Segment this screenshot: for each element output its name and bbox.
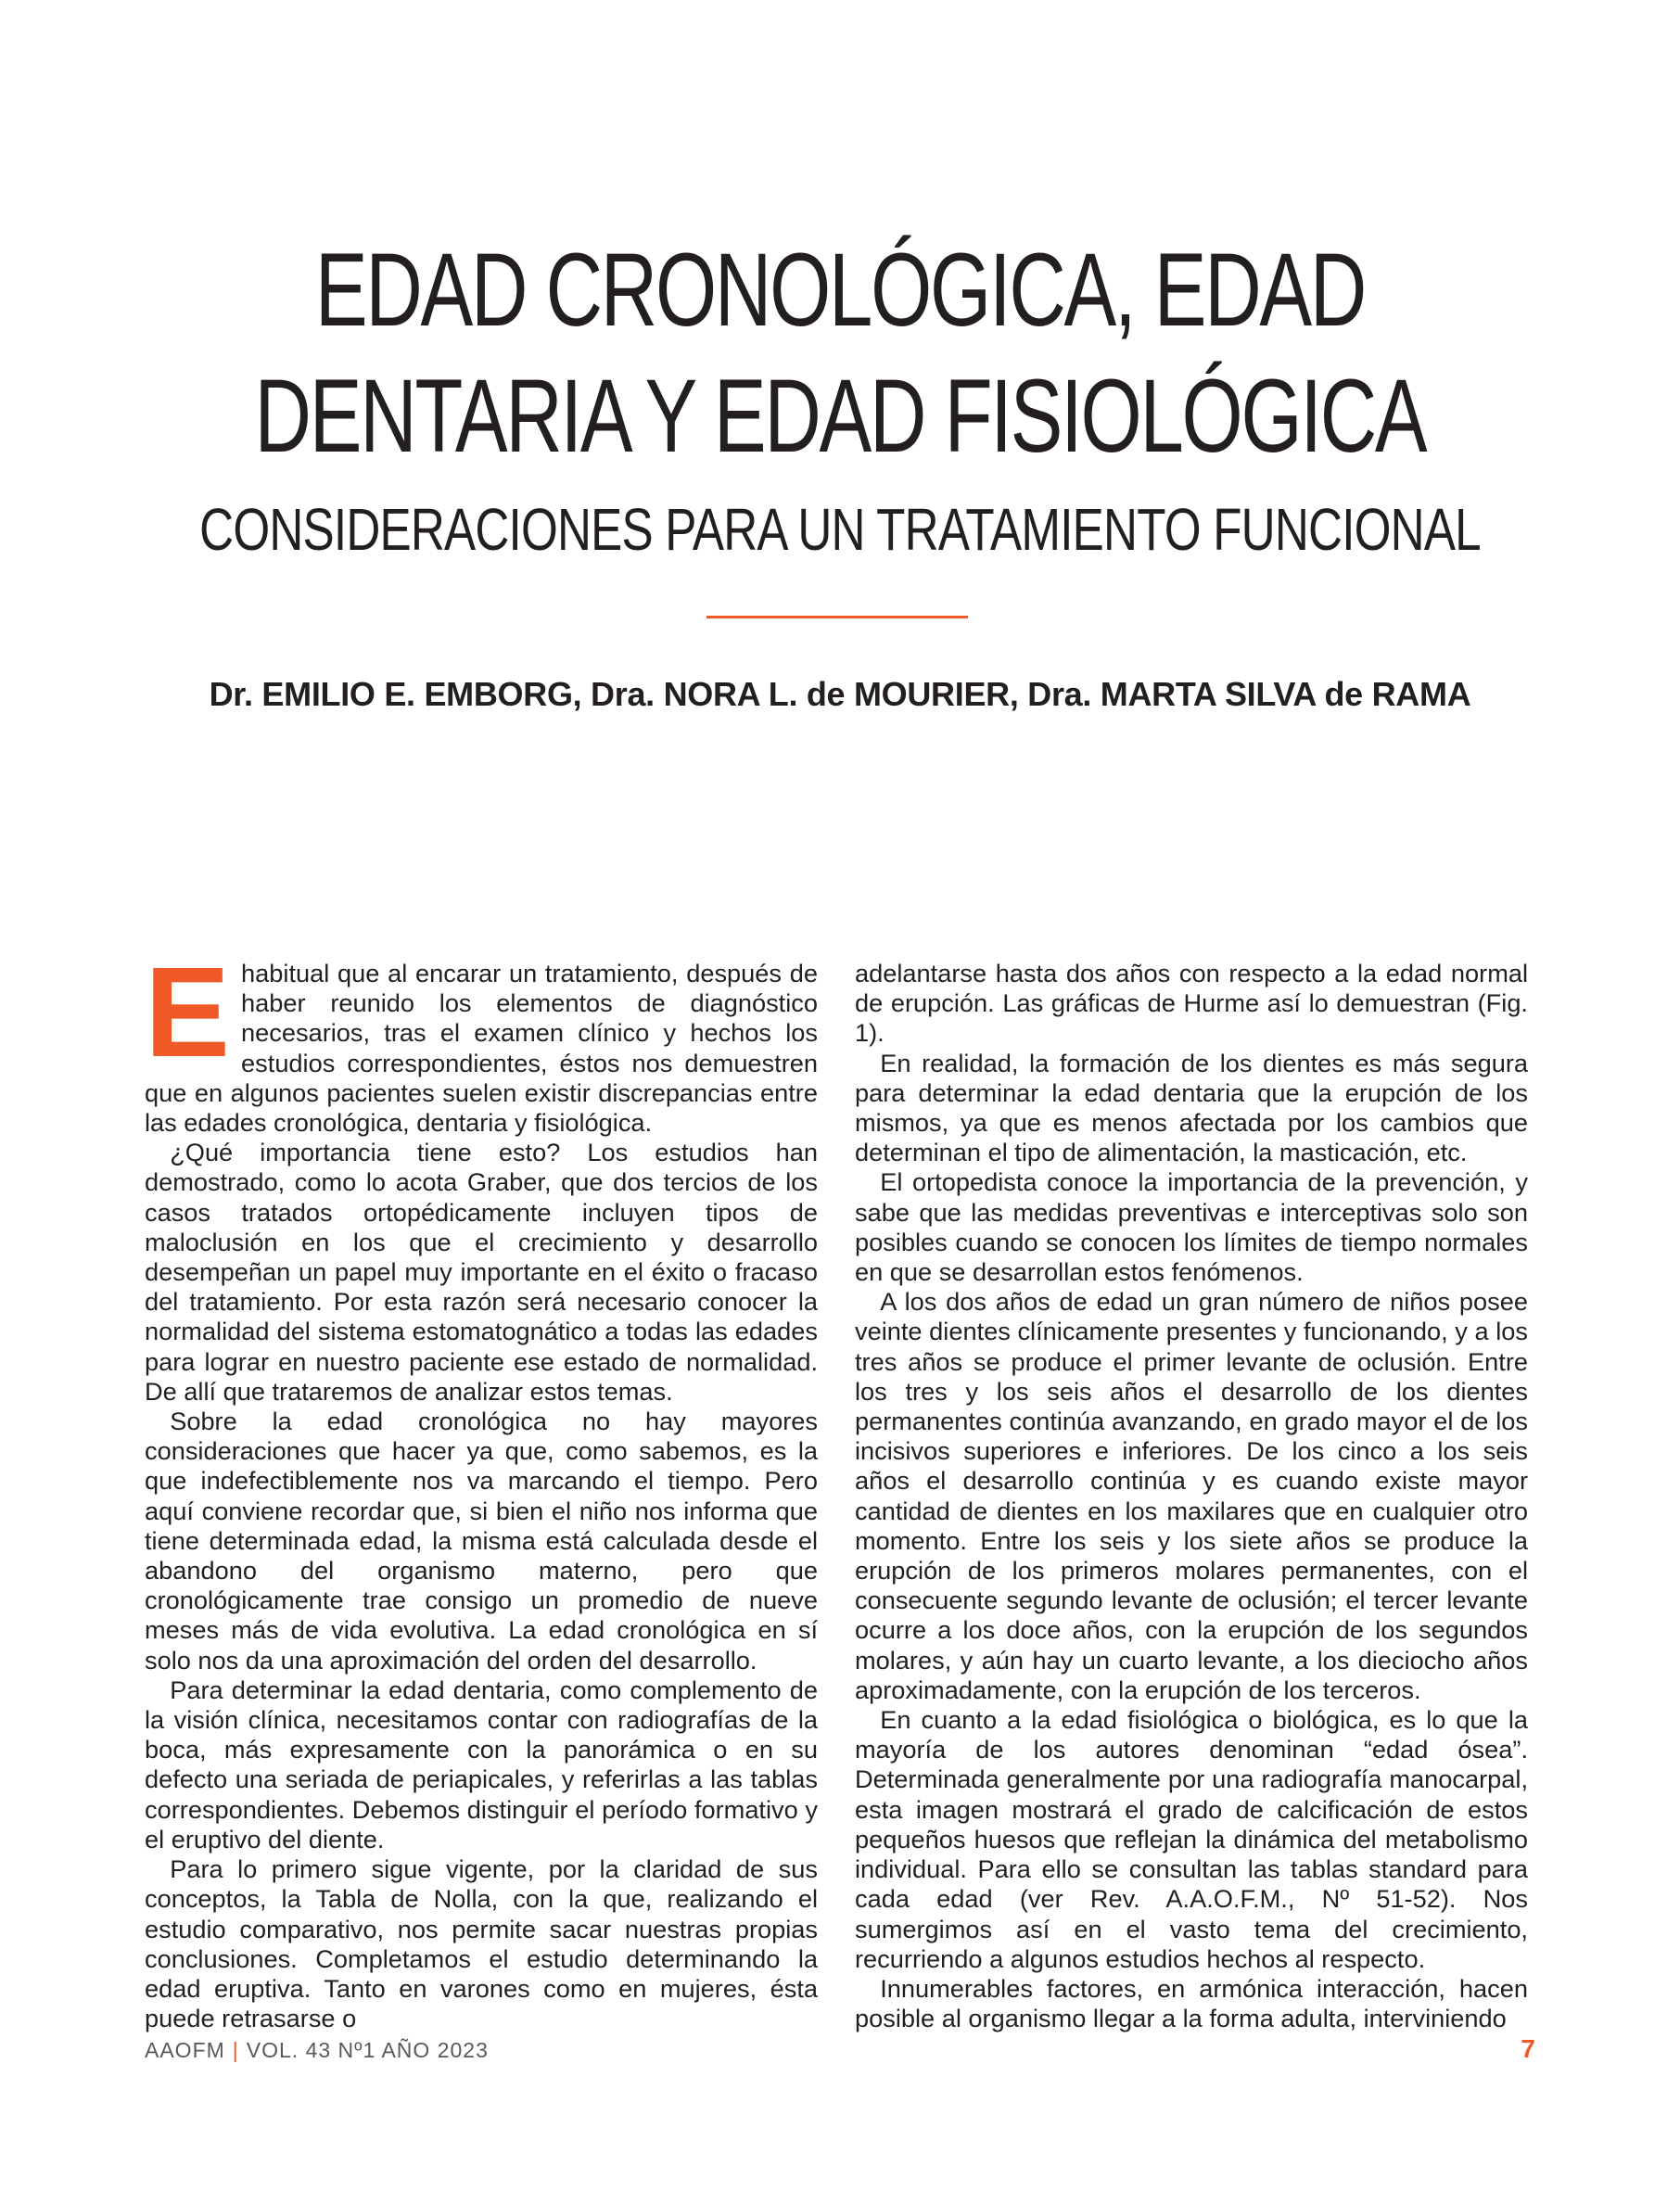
issue-info: VOL. 43 Nº1 AÑO 2023 (246, 2038, 489, 2062)
paragraph (145, 941, 818, 1138)
drop-cap: E (145, 941, 231, 1084)
page-number: 7 (1521, 2034, 1535, 2063)
title-line-1: EDAD CRONOLÓGICA, EDAD (314, 232, 1366, 348)
paragraph: Sobre la edad cronológica no hay mayores consideraciones que hacer ya que, como sabemos, es la que indefectiblemente nos va marcando el tiempo. Pero aquí conviene recordar que, si bien el niño nos informa que tiene determinada edad, la misma está calculada desde el abandono del organismo materno, pero que cronológicamente trae consigo un promedio de nueve meses más de vida evolutiva. La edad cronológica en sí solo nos da una aproximación del orden del desarrollo. (145, 1407, 818, 1675)
paragraph: En realidad, la formación de los dientes es más segura para determinar la edad dentaria que la erupción de los mismos, ya que es menos afectada por los cambios que determinan el tipo de alimentación, la masticación, etc. (855, 1048, 1528, 1167)
article-subtitle: CONSIDERACIONES PARA UN TRATAMIENTO FUNCIONAL (199, 496, 1481, 563)
journal-name: AAOFM (145, 2038, 225, 2062)
paragraph: A los dos años de edad un gran número de niños posee veinte dientes clínicamente presentes y funcionando, y a los tres años se produce el primer levante de oclusión. Entre los tres y los seis años el desarrollo de los dientes permanentes continúa avanzando, en grado mayor el de los incisivos superiores e inferiores. De los cinco a los seis años el desarrollo continúa y es cuando existe mayor cantidad de dientes en los maxilares que en cualquier otro momento. Entre los seis y los siete años se produce la erupción de los primeros molares permanentes, con el consecuente segundo levante de oclusión; el tercer levante ocurre a los doce años, con la erupción de los segundos molares, y aún hay un cuarto levante, a los dieciocho años aproximadamente, con la erupción de los terceros. (855, 1287, 1528, 1704)
title-divider (706, 616, 968, 618)
paragraph: Innumerables factores, en armónica interacción, hacen posible al organismo llegar a la forma adulta, interviniendo (855, 1973, 1528, 2033)
paragraph: ¿Qué importancia tiene esto? Los estudios han demostrado, como lo acota Graber, que dos tercios de los casos tratados ortopédicamente incluyen tipos de maloclusión en los que el crecimiento y desarrollo desempeñan un papel muy importante en el éxito o fracaso del tratamiento. Por esta razón será necesario conocer la normalidad del sistema estomatognático a todas las edades para lograr en nuestro paciente ese estado de normalidad. De allí que trataremos de analizar estos temas. (145, 1138, 818, 1406)
title-line-2: DENTARIA Y EDAD FISIOLÓGICA (254, 358, 1426, 474)
article-title (201, 227, 1478, 479)
page-footer (145, 2038, 489, 2063)
body-column-right (855, 959, 1528, 2033)
paragraph: Para determinar la edad dentaria, como complemento de la visión clínica, necesitamos contar con radiografías de la boca, más expresamente con la panorámica o en su defecto una seriada de periapicales, y referirlas a las tablas correspondientes. Debemos distinguir el período formativo y el eruptivo del diente. (145, 1675, 818, 1853)
paragraph: Para lo primero sigue vigente, por la claridad de sus conceptos, la Tabla de Nolla, con la que, realizando el estudio comparativo, nos permite sacar nuestras propias conclusiones. Completamos el estudio determinando la edad eruptiva. Tanto en varones como en mujeres, ésta puede retrasarse o (145, 1854, 818, 2033)
footer-separator: | (232, 2038, 239, 2062)
paragraph: adelantarse hasta dos años con respecto a la edad normal de erupción. Las gráficas de Hurme así lo demuestran (Fig. 1). (855, 959, 1528, 1048)
body-column-left (145, 941, 818, 2033)
paragraph: El ortopedista conoce la importancia de la prevención, y sabe que las medidas preventivas e interceptivas solo son posibles cuando se conocen los límites de tiempo normales en que se desarrollan estos fenómenos. (855, 1167, 1528, 1287)
paragraph-text: habitual que al encarar un tratamiento, después de haber reunido los elementos de diagnóstico necesarios, tras el examen clínico y hechos los estudios correspondientes, éstos nos demuestren que en algunos pacientes suelen existir discrepancias entre las edades cronológica, dentaria y fisiológica. (145, 959, 818, 1138)
authors-line: Dr. EMILIO E. EMBORG, Dra. NORA L. de MOURIER, Dra. MARTA SILVA de RAMA (209, 675, 1471, 713)
title-block (0, 227, 1680, 567)
paragraph: En cuanto a la edad fisiológica o biológica, es lo que la mayoría de los autores denominan “edad ósea”. Determinada generalmente por una radiografía manocarpal, esta imagen mostrará el grado de calcificación de estos pequeños huesos que reflejan la dinámica del metabolismo individual. Para ello se consultan las tablas standard para cada edad (ver Rev. A.A.O.F.M., Nº 51-52). Nos sumergimos así en el vasto tema del crecimiento, recurriendo a algunos estudios hechos al respecto. (855, 1705, 1528, 1973)
